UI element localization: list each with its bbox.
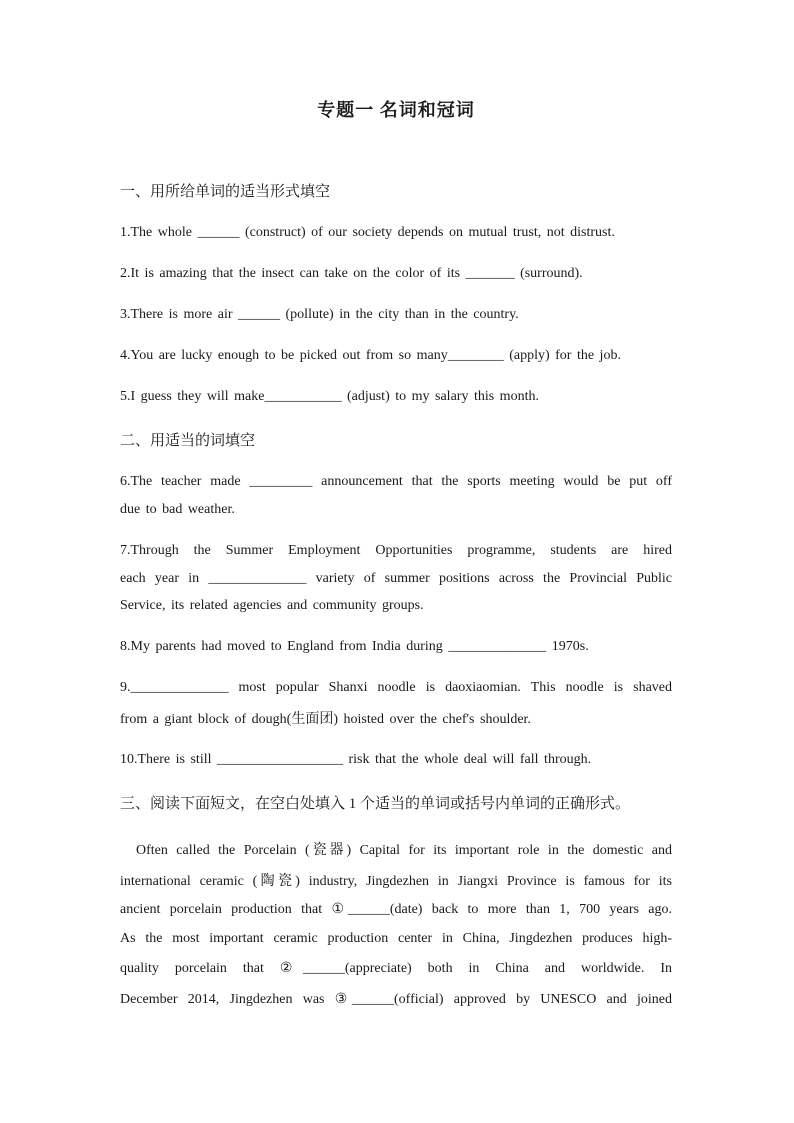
section-1-heading: 一、用所给单词的适当形式填空 xyxy=(120,184,331,200)
question-8: 8.My parents had moved to England from India during ______________ 1970s. xyxy=(120,639,589,654)
question-9-line-2: from a giant block of dough(生面团) hoisted over the chef's shoulder. xyxy=(120,712,531,727)
question-1: 1.The whole ______ (construct) of our society depends on mutual trust, not distrust. xyxy=(120,225,615,240)
question-3: 3.There is more air ______ (pollute) in the city than in the country. xyxy=(120,307,519,322)
passage-line-5: quality porcelain that ②______(appreciate) both in China and worldwide. In xyxy=(120,961,672,976)
passage-line-2: international ceramic (陶瓷) industry, Jingdezhen in Jiangxi Province is famous for its xyxy=(120,874,672,889)
question-7-line-3: Service, its related agencies and community groups. xyxy=(120,598,424,613)
question-7-line-1: 7.Through the Summer Employment Opportunities programme, students are hired xyxy=(120,543,672,558)
passage-line-1: Often called the Porcelain (瓷器) Capital for its important role in the domestic and xyxy=(136,843,672,858)
question-10: 10.There is still __________________ risk that the whole deal will fall through. xyxy=(120,752,592,767)
page-title: 专题一 名词和冠词 xyxy=(317,100,475,120)
section-3-heading: 三、阅读下面短文，在空白处填入 1 个适当的单词或括号内单词的正确形式。 xyxy=(120,796,631,812)
question-6-line-1: 6.The teacher made _________ announcement that the sports meeting would be put off xyxy=(120,474,672,489)
question-4: 4.You are lucky enough to be picked out from so many________ (apply) for the job. xyxy=(120,348,621,363)
question-5: 5.I guess they will make___________ (adjust) to my salary this month. xyxy=(120,389,539,404)
passage-line-4: As the most important ceramic production center in China, Jingdezhen produces high- xyxy=(120,931,672,946)
passage-line-3: ancient porcelain production that ①______(date) back to more than 1, 700 years ago. xyxy=(120,902,672,917)
passage-line-6: December 2014, Jingdezhen was ③______(official) approved by UNESCO and joined xyxy=(120,992,672,1007)
question-9-line-1: 9.______________ most popular Shanxi noodle is daoxiaomian. This noodle is shaved xyxy=(120,680,672,695)
question-7-line-2: each year in ______________ variety of summer positions across the Provincial Public xyxy=(120,571,672,586)
question-2: 2.It is amazing that the insect can take on the color of its _______ (surround). xyxy=(120,266,583,281)
question-6-line-2: due to bad weather. xyxy=(120,502,235,517)
section-2-heading: 二、用适当的词填空 xyxy=(120,433,256,449)
